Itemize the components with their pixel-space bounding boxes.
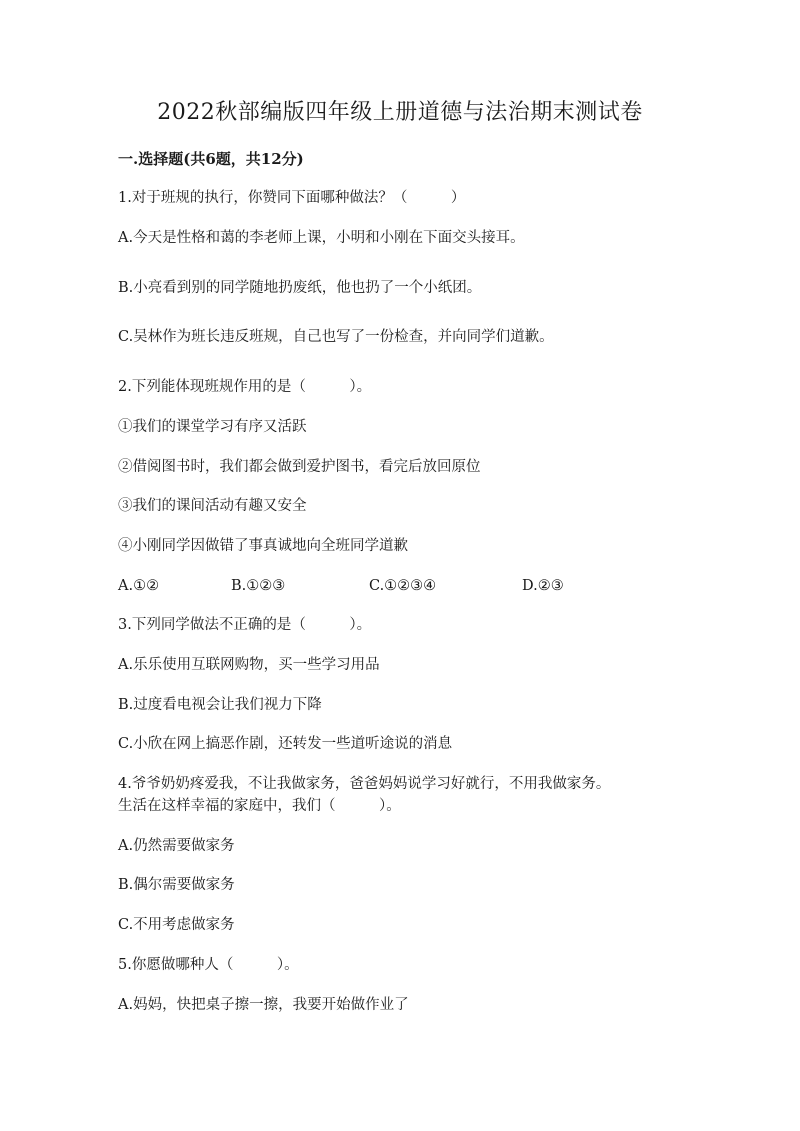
question-4-option-b: B.偶尔需要做家务 bbox=[118, 877, 235, 893]
question-5-stem: 5.你愿做哪种人（ ）。 bbox=[118, 957, 299, 973]
question-4-option-a: A.仍然需要做家务 bbox=[118, 838, 235, 854]
question-2-option-a: A.①② bbox=[118, 578, 160, 594]
question-4-stem-line-2: 生活在这样幸福的家庭中，我们（ ）。 bbox=[118, 798, 401, 814]
question-3-option-c: C.小欣在网上搞恶作剧，还转发一些道听途说的消息 bbox=[118, 736, 453, 752]
question-2-statement-3: ③我们的课间活动有趣又安全 bbox=[118, 498, 307, 514]
question-1-stem: 1.对于班规的执行，你赞同下面哪种做法？（ ） bbox=[118, 190, 466, 206]
question-2-stem: 2.下列能体现班规作用的是（ ）。 bbox=[118, 379, 372, 395]
question-3-option-a: A.乐乐使用互联网购物，买一些学习用品 bbox=[118, 657, 380, 673]
question-1-option-c: C.吴林作为班长违反班规，自己也写了一份检查，并向同学们道歉。 bbox=[118, 329, 554, 345]
question-4-stem-line-1: 4.爷爷奶奶疼爱我，不让我做家务，爸爸妈妈说学习好就行，不用我做家务。 bbox=[118, 776, 611, 792]
question-2-option-c: C.①②③④ bbox=[369, 578, 437, 594]
section-heading: 一.选择题(共6题，共12分) bbox=[118, 150, 304, 168]
question-2-statement-1: ①我们的课堂学习有序又活跃 bbox=[118, 419, 307, 435]
question-2-option-b: B.①②③ bbox=[231, 578, 286, 594]
question-2-statement-2: ②借阅图书时，我们都会做到爱护图书，看完后放回原位 bbox=[118, 459, 481, 475]
question-3-stem: 3.下列同学做法不正确的是（ ）。 bbox=[118, 617, 372, 633]
page-title: 2022秋部编版四年级上册道德与法治期末测试卷 bbox=[157, 100, 643, 125]
question-4-option-c: C.不用考虑做家务 bbox=[118, 917, 235, 933]
question-1-option-b: B.小亮看到别的同学随地扔废纸，他也扔了一个小纸团。 bbox=[118, 280, 482, 296]
question-2-option-d: D.②③ bbox=[522, 578, 564, 594]
question-3-option-b: B.过度看电视会让我们视力下降 bbox=[118, 697, 322, 713]
question-2-statement-4: ④小刚同学因做错了事真诚地向全班同学道歉 bbox=[118, 538, 408, 554]
question-1-option-a: A.今天是性格和蔼的李老师上课，小明和小刚在下面交头接耳。 bbox=[118, 230, 525, 246]
question-5-option-a: A.妈妈，快把桌子擦一擦，我要开始做作业了 bbox=[118, 997, 409, 1013]
